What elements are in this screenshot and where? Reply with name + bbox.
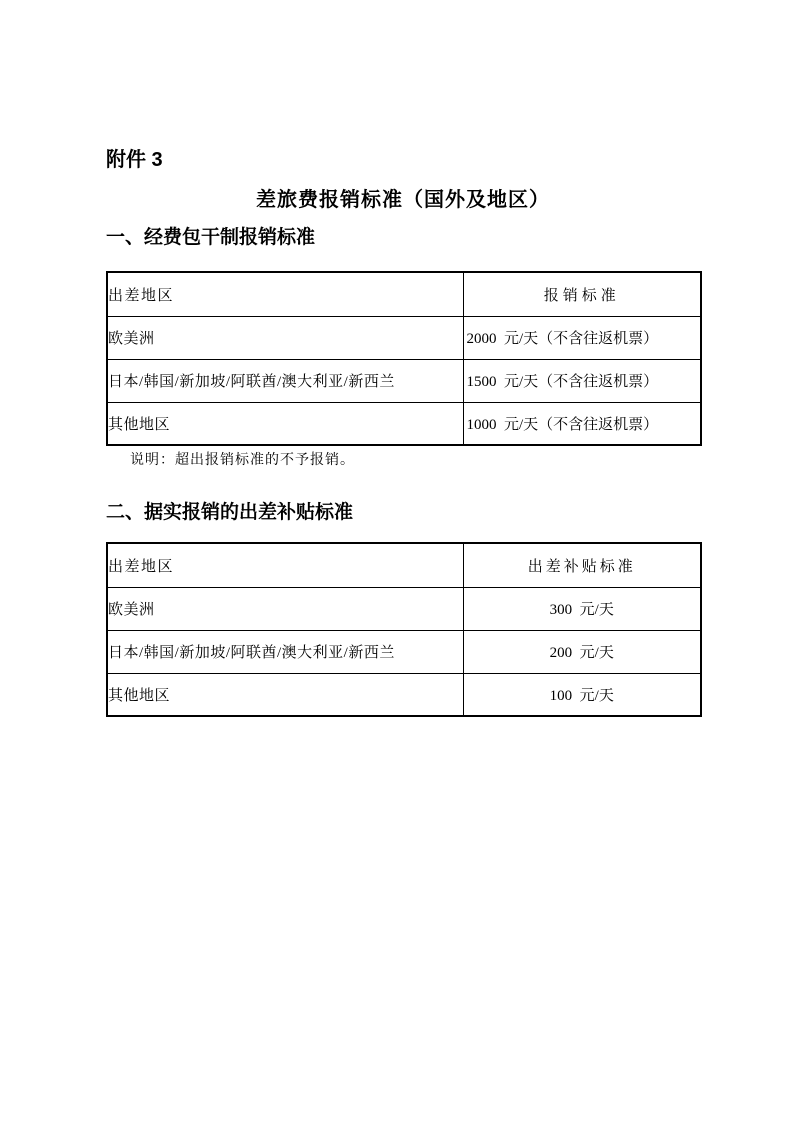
subsidy-value-cell: 100 元/天 <box>463 673 701 716</box>
section-1-heading: 一、经费包干制报销标准 <box>106 227 316 248</box>
table-row <box>107 630 701 673</box>
lumpsum-reimbursement-table <box>106 271 702 446</box>
region-column-header: 出差地区 <box>107 543 463 587</box>
region-column-header: 出差地区 <box>107 272 463 316</box>
attachment-label: 附件 3 <box>106 149 163 171</box>
table-row <box>107 673 701 716</box>
standard-value-cell: 2000 元/天（不含往返机票） <box>463 316 701 359</box>
document-title: 差旅费报销标准（国外及地区） <box>256 189 550 211</box>
table-row <box>107 316 701 359</box>
table-header-row <box>107 543 701 587</box>
standard-column-header: 报销标准 <box>463 272 701 316</box>
subsidy-column-header: 出差补贴标准 <box>463 543 701 587</box>
subsidy-value-cell: 200 元/天 <box>463 630 701 673</box>
region-cell: 其他地区 <box>107 673 463 716</box>
table-row <box>107 359 701 402</box>
table-note: 说明：超出报销标准的不予报销。 <box>130 453 355 468</box>
subsidy-value-cell: 300 元/天 <box>463 587 701 630</box>
region-cell: 欧美洲 <box>107 316 463 359</box>
region-cell: 日本/韩国/新加坡/阿联酋/澳大利亚/新西兰 <box>107 359 463 402</box>
table-row <box>107 402 701 445</box>
standard-value-cell: 1500 元/天（不含往返机票） <box>463 359 701 402</box>
subsidy-standard-table <box>106 542 702 717</box>
region-cell: 其他地区 <box>107 402 463 445</box>
standard-value-cell: 1000 元/天（不含往返机票） <box>463 402 701 445</box>
table-header-row <box>107 272 701 316</box>
table-row <box>107 587 701 630</box>
section-2-heading: 二、据实报销的出差补贴标准 <box>106 502 354 523</box>
region-cell: 欧美洲 <box>107 587 463 630</box>
region-cell: 日本/韩国/新加坡/阿联酋/澳大利亚/新西兰 <box>107 630 463 673</box>
